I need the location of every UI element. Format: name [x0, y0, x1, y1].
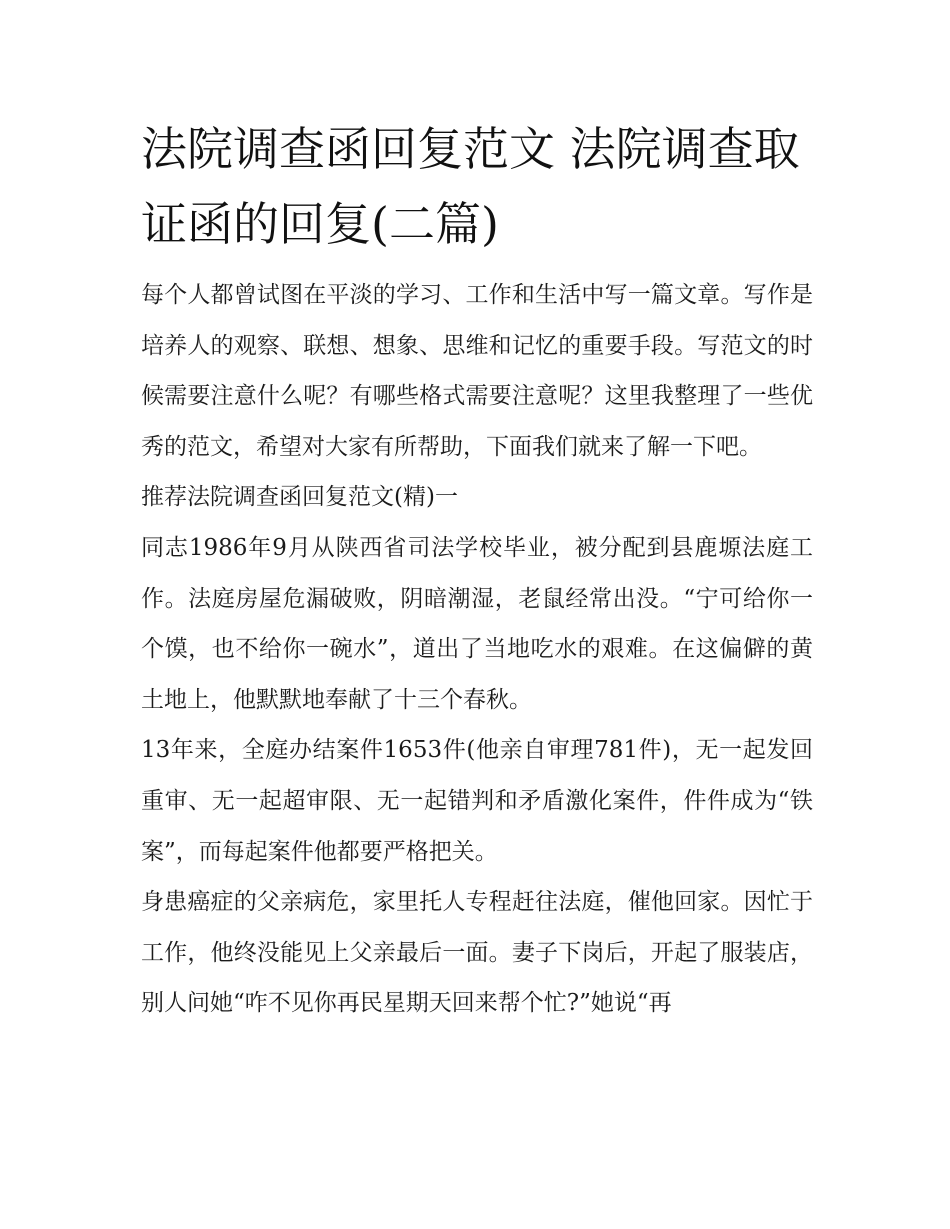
body-paragraph: 同志1986年9月从陕西省司法学校毕业，被分配到县鹿塬法庭工作。法庭房屋危漏破败，阴暗潮湿，老鼠经常出没。“宁可给你一个馍，也不给你一碗水”，道出了当地吃水的艰难。在这偏僻的黄土地上，他默默地奉献了十三个春秋。	[141, 534, 813, 713]
body-paragraph: 13年来，全庭办结案件1653件(他亲自审理781件)，无一起发回重审、无一起超审限、无一起错判和矛盾激化案件，件件成为“铁案”，而每起案件他都要严格把关。	[141, 737, 813, 865]
document-content	[141, 112, 813, 1029]
body-paragraph: 身患癌症的父亲病危，家里托人专程赶往法庭，催他回家。因忙于工作，他终没能见上父亲最后一面。妻子下岗后，开起了服装店，别人问她“咋不见你再民星期天回来帮个忙?”她说“再	[141, 889, 813, 1017]
document-title: 法院调查函回复范文 法院调查取证函的回复(二篇)	[141, 122, 800, 251]
section-heading: 推荐法院调查函回复范文(精)一	[141, 484, 458, 511]
document-body	[141, 270, 813, 1029]
intro-paragraph: 每个人都曾试图在平淡的学习、工作和生活中写一篇文章。写作是培养人的观察、联想、想象、思维和记忆的重要手段。写范文的时候需要注意什么呢？有哪些格式需要注意呢？这里我整理了一些优秀的范文，希望对大家有所帮助，下面我们就来了解一下吧。	[141, 282, 813, 460]
